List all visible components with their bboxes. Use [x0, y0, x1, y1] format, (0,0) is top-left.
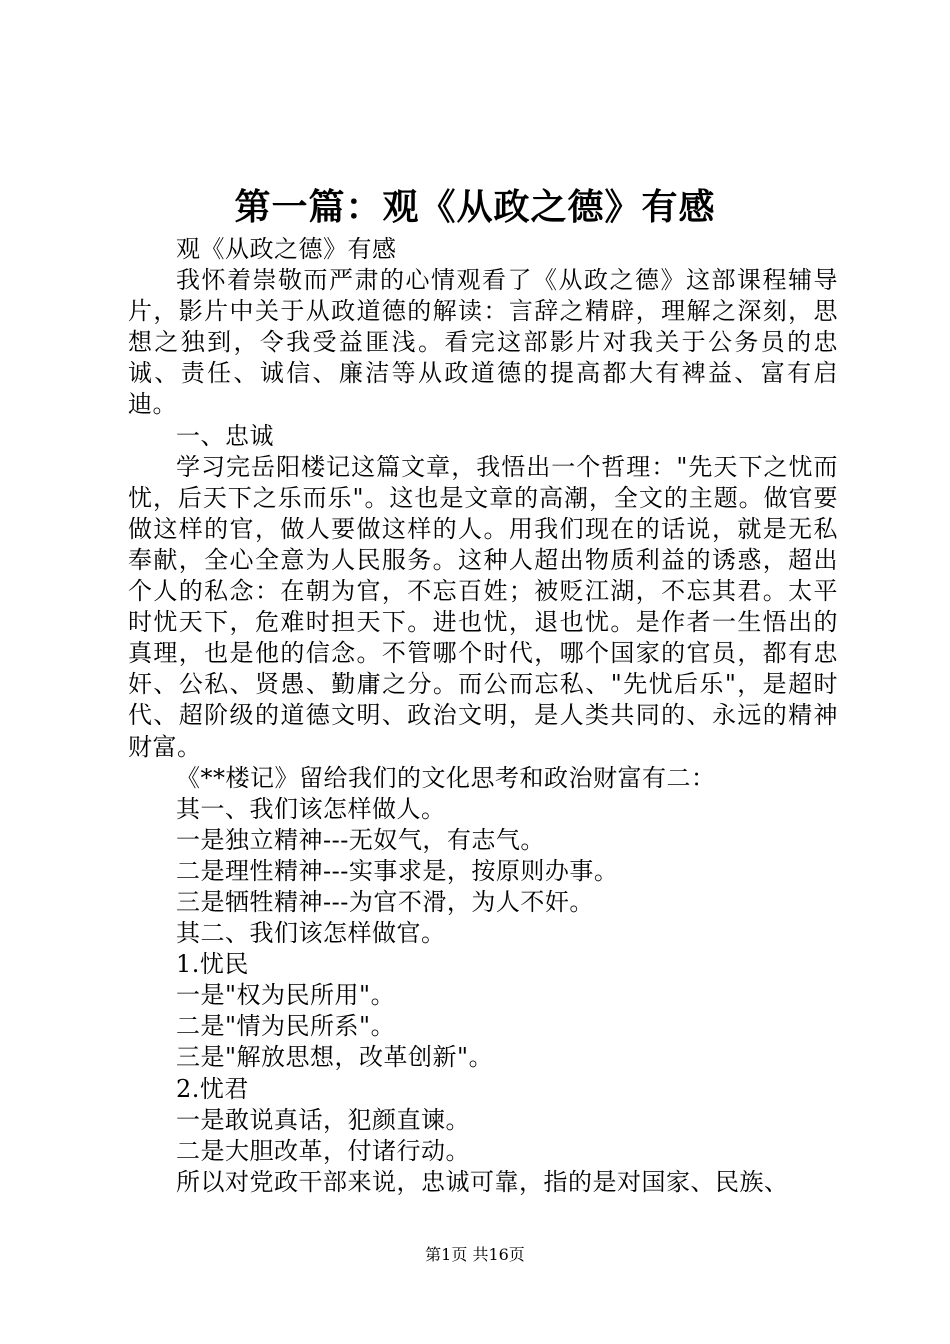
list-item: 三是牺牲精神---为官不滑，为人不奸。: [176, 887, 594, 916]
list-item: 一是"权为民所用"。: [176, 981, 396, 1010]
body-paragraph: 《**楼记》留给我们的文化思考和政治财富有二：: [176, 763, 716, 792]
list-item: 一是独立精神---无奴气，有志气。: [176, 825, 545, 854]
list-item: 二是大胆改革，付诸行动。: [176, 1136, 470, 1165]
list-item: 二是理性精神---实事求是，按原则办事。: [176, 856, 619, 885]
body-paragraph: 所以对党政干部来说，忠诚可靠，指的是对国家、民族、: [176, 1167, 789, 1196]
numbered-heading: 2.忧君: [176, 1074, 249, 1103]
numbered-heading: 1.忧民: [176, 950, 249, 979]
list-heading: 其一、我们该怎样做人。: [176, 794, 446, 823]
list-item: 一是敢说真话，犯颜直谏。: [176, 1105, 470, 1134]
list-item: 二是"情为民所系"。: [176, 1012, 396, 1041]
list-item: 三是"解放思想，改革创新"。: [176, 1043, 494, 1072]
subtitle-paragraph: 观《从政之德》有感: [176, 235, 397, 263]
document-title: 第一篇：观《从政之德》有感: [234, 187, 716, 228]
intro-paragraph: 我怀着崇敬而严肃的心情观看了《从政之德》这部课程辅导片，影片中关于从政道德的解读：言辞之精辟，理解之深刻，思想之独到，令我受益匪浅。看完这部影片对我关于公务员的忠诚、责任、诚信、廉洁等从政道德的提高都大有裨益、富有启迪。: [128, 266, 838, 419]
section-heading-loyalty: 一、忠诚: [176, 421, 274, 450]
page-number-footer: 第1页 共16页: [425, 1245, 525, 1264]
document-body: [128, 234, 838, 1198]
list-heading: 其二、我们该怎样做官。: [176, 919, 446, 948]
body-paragraph: 学习完岳阳楼记这篇文章，我悟出一个哲理："先天下之忧而忧，后天下之乐而乐"。这也是文章的高潮，全文的主题。做官要做这样的官，做人要做这样的人。用我们现在的话说，就是无私奉献，全心全意为人民服务。这种人超出物质利益的诱惑，超出个人的私念：在朝为官，不忘百姓；被贬江湖，不忘其君。太平时忧天下，危难时担天下。进也忧，退也忧。是作者一生悟出的真理，也是他的信念。不管哪个时代，哪个国家的官员，都有忠奸、公私、贤愚、勤庸之分。而公而忘私、"先忧后乐"，是超时代、超阶级的道德文明、政治文明，是人类共同的、永远的精神财富。: [128, 452, 838, 761]
